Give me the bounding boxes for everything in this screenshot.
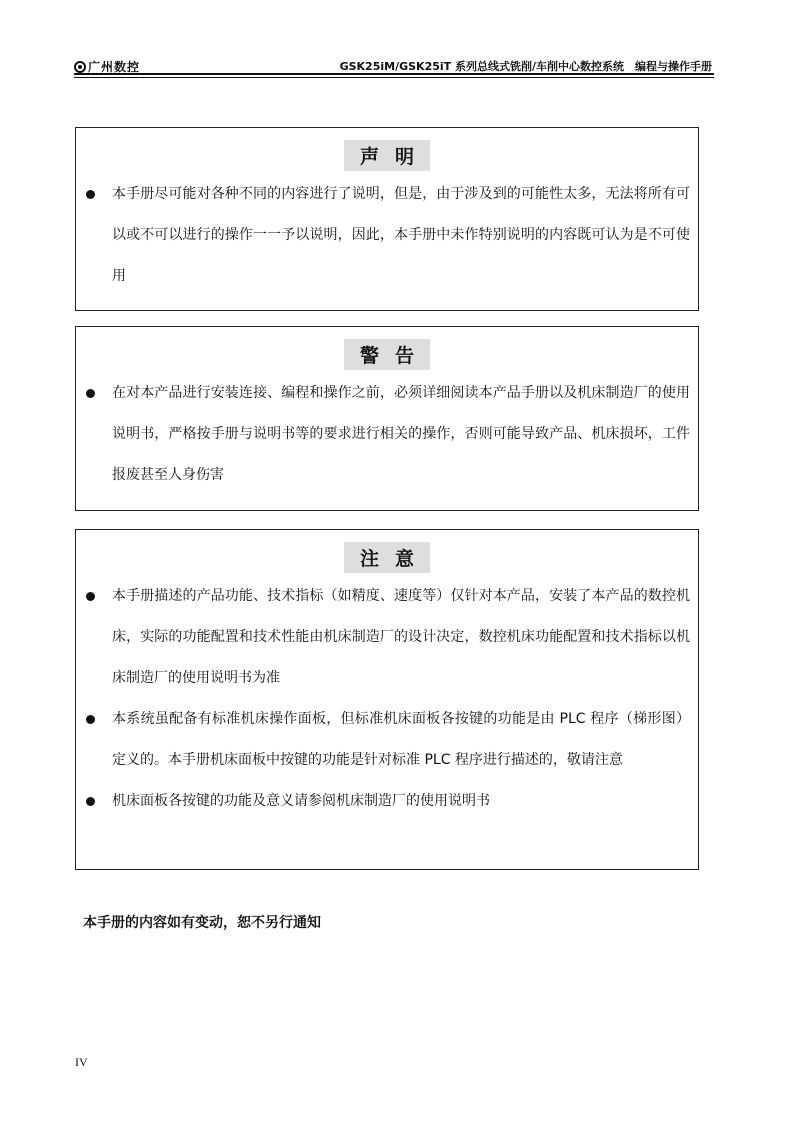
page-number: IV xyxy=(75,1055,88,1069)
list-item xyxy=(76,373,698,496)
bullet-icon xyxy=(86,797,95,806)
list-item xyxy=(76,576,698,699)
caution-text-2: 本系统虽配备有标准机床操作面板，但标准机床面板各按键的功能是由 PLC 程序（梯形图）定义的。本手册机床面板中按键的功能是针对标准 PLC 程序进行描述的，敬请注意 xyxy=(112,711,690,768)
caution-text-3: 机床面板各按键的功能及意义请参阅机床制造厂的使用说明书 xyxy=(112,793,490,809)
caution-title: 注意 xyxy=(344,542,430,573)
list-item xyxy=(76,174,698,297)
bullet-icon xyxy=(86,715,95,724)
logo-icon xyxy=(74,61,86,73)
list-item xyxy=(76,781,698,822)
document-title: GSK25iM/GSK25iT 系列总线式铣削/车削中心数控系统 编程与操作手册 xyxy=(339,60,712,73)
warning-box xyxy=(75,326,699,511)
change-notice: 本手册的内容如有变动，恕不另行通知 xyxy=(83,915,321,931)
warning-title: 警告 xyxy=(344,339,430,370)
statement-box xyxy=(75,127,699,311)
bullet-icon xyxy=(86,592,95,601)
header-rule-thin xyxy=(74,77,714,78)
warning-text: 在对本产品进行安装连接、编程和操作之前，必须详细阅读本产品手册以及机床制造厂的使用说明书，严格按手册与说明书等的要求进行相关的操作，否则可能导致产品、机床损坏，工件报废甚至人身伤害 xyxy=(112,385,690,483)
bullet-icon xyxy=(86,389,95,398)
statement-title: 声明 xyxy=(344,140,430,171)
list-item xyxy=(76,699,698,781)
header-rule-thick xyxy=(74,73,714,75)
statement-text: 本手册尽可能对各种不同的内容进行了说明，但是，由于涉及到的可能性太多，无法将所有可以或不可以进行的操作一一予以说明，因此，本手册中未作特别说明的内容既可认为是不可使用 xyxy=(112,186,690,284)
caution-box xyxy=(75,529,699,870)
logo-text: 广州数控 xyxy=(88,60,141,74)
caution-text-1: 本手册描述的产品功能、技术指标（如精度、速度等）仅针对本产品，安装了本产品的数控机床，实际的功能配置和技术性能由机床制造厂的设计决定，数控机床功能配置和技术指标以机床制造厂的使用说明书为准 xyxy=(112,588,690,686)
bullet-icon xyxy=(86,190,95,199)
